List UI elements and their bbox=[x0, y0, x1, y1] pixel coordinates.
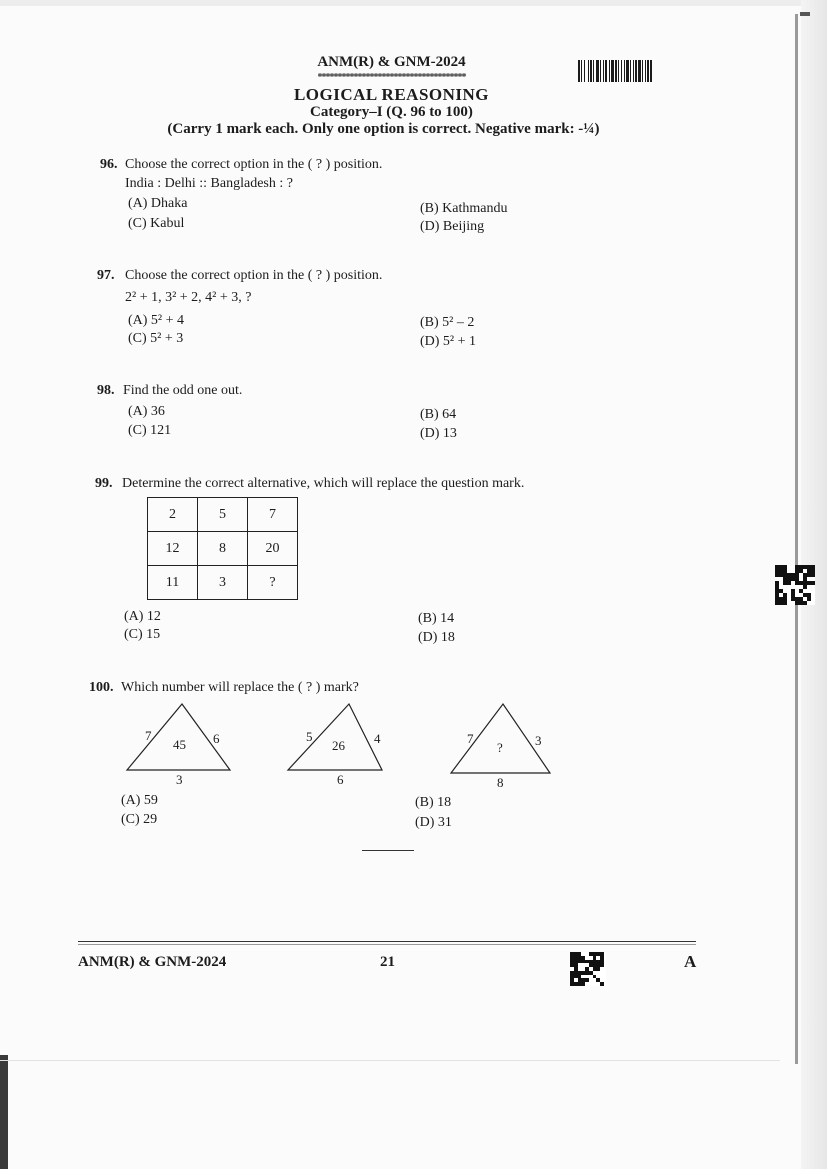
grid-cell: 7 bbox=[248, 498, 298, 532]
footer-exam: ANM(R) & GNM-2024 bbox=[78, 954, 227, 970]
option-c[interactable]: (C) Kabul bbox=[128, 216, 185, 231]
triangle-2-right: 4 bbox=[374, 731, 381, 746]
grid-cell: 8 bbox=[198, 532, 248, 566]
grid-cell: 12 bbox=[148, 532, 198, 566]
scan-shadow bbox=[795, 14, 798, 1064]
option-d[interactable]: (D) Beijing bbox=[420, 219, 485, 234]
grid-row bbox=[148, 498, 298, 532]
instruction-line: (Carry 1 mark each. Only one option is correct. Negative mark: -¼) bbox=[167, 121, 600, 137]
triangle-2-bottom: 6 bbox=[337, 772, 344, 787]
grid-cell: 11 bbox=[148, 566, 198, 600]
triangle-1-center: 45 bbox=[173, 737, 186, 752]
question-text: Determine the correct alternative, which will replace the question mark. bbox=[122, 476, 525, 491]
question-text: Which number will replace the ( ? ) mark? bbox=[121, 680, 359, 695]
grid-cell: 2 bbox=[148, 498, 198, 532]
exam-title: ANM(R) & GNM-2024 bbox=[317, 54, 466, 70]
question-number: 96. bbox=[100, 157, 118, 172]
grid-cell: 20 bbox=[248, 532, 298, 566]
scan-shadow bbox=[800, 12, 810, 16]
number-grid bbox=[147, 497, 298, 600]
decorative-stars: ************************************* bbox=[317, 72, 466, 83]
option-a[interactable]: (A) 12 bbox=[124, 609, 161, 624]
option-b[interactable]: (B) Kathmandu bbox=[420, 201, 508, 216]
question-number: 98. bbox=[97, 383, 115, 398]
question-text: Choose the correct option in the ( ? ) position. bbox=[125, 157, 383, 172]
page-fold bbox=[0, 1060, 780, 1061]
triangle-3-center: ? bbox=[497, 740, 503, 755]
grid-cell: ? bbox=[248, 566, 298, 600]
triangle-3-left: 7 bbox=[467, 731, 474, 746]
question-text: Find the odd one out. bbox=[123, 383, 243, 398]
triangle-3-bottom: 8 bbox=[497, 775, 504, 790]
triangle-1-bottom: 3 bbox=[176, 772, 183, 787]
qr-code bbox=[775, 565, 815, 605]
option-b[interactable]: (B) 5² – 2 bbox=[420, 315, 475, 330]
subject-title: LOGICAL REASONING bbox=[293, 85, 490, 104]
option-c[interactable]: (C) 15 bbox=[124, 627, 161, 642]
end-divider bbox=[362, 850, 414, 851]
question-text: Choose the correct option in the ( ? ) position. bbox=[125, 268, 383, 283]
triangle-1-right: 6 bbox=[213, 731, 220, 746]
option-a[interactable]: (A) 36 bbox=[128, 404, 165, 419]
qr-code bbox=[570, 952, 606, 986]
option-b[interactable]: (B) 14 bbox=[418, 611, 455, 626]
question-sub: 2² + 1, 3² + 2, 4² + 3, ? bbox=[125, 290, 252, 305]
option-d[interactable]: (D) 31 bbox=[415, 815, 452, 830]
option-b[interactable]: (B) 64 bbox=[420, 407, 457, 422]
triangle-1-left: 7 bbox=[145, 728, 152, 743]
option-d[interactable]: (D) 18 bbox=[418, 630, 455, 645]
triangles-figure bbox=[120, 698, 580, 790]
triangle-2-center: 26 bbox=[332, 738, 345, 753]
triangle-3-right: 3 bbox=[535, 733, 542, 748]
option-d[interactable]: (D) 13 bbox=[420, 426, 457, 441]
scan-edge bbox=[0, 0, 827, 6]
scan-edge bbox=[0, 1055, 8, 1169]
question-number: 97. bbox=[97, 268, 115, 283]
option-a[interactable]: (A) Dhaka bbox=[128, 196, 188, 211]
page-number: 21 bbox=[380, 954, 395, 970]
question-number: 99. bbox=[95, 476, 113, 491]
footer-rule bbox=[78, 941, 696, 942]
footer-rule bbox=[78, 944, 696, 945]
option-c[interactable]: (C) 121 bbox=[128, 423, 172, 438]
option-a[interactable]: (A) 5² + 4 bbox=[128, 313, 185, 328]
option-c[interactable]: (C) 5² + 3 bbox=[128, 331, 184, 346]
question-number: 100. bbox=[89, 680, 114, 695]
grid-row bbox=[148, 532, 298, 566]
question-sub: India : Delhi :: Bangladesh : ? bbox=[125, 176, 293, 191]
option-d[interactable]: (D) 5² + 1 bbox=[420, 334, 477, 349]
option-b[interactable]: (B) 18 bbox=[415, 795, 452, 810]
grid-cell: 5 bbox=[198, 498, 248, 532]
option-c[interactable]: (C) 29 bbox=[121, 812, 158, 827]
barcode bbox=[578, 60, 706, 82]
option-a[interactable]: (A) 59 bbox=[121, 793, 158, 808]
category-line: Category–I (Q. 96 to 100) bbox=[310, 104, 473, 120]
set-code: A bbox=[684, 952, 697, 971]
grid-cell: 3 bbox=[198, 566, 248, 600]
triangle-2 bbox=[288, 704, 382, 770]
triangle-2-left: 5 bbox=[306, 729, 313, 744]
grid-row bbox=[148, 566, 298, 600]
